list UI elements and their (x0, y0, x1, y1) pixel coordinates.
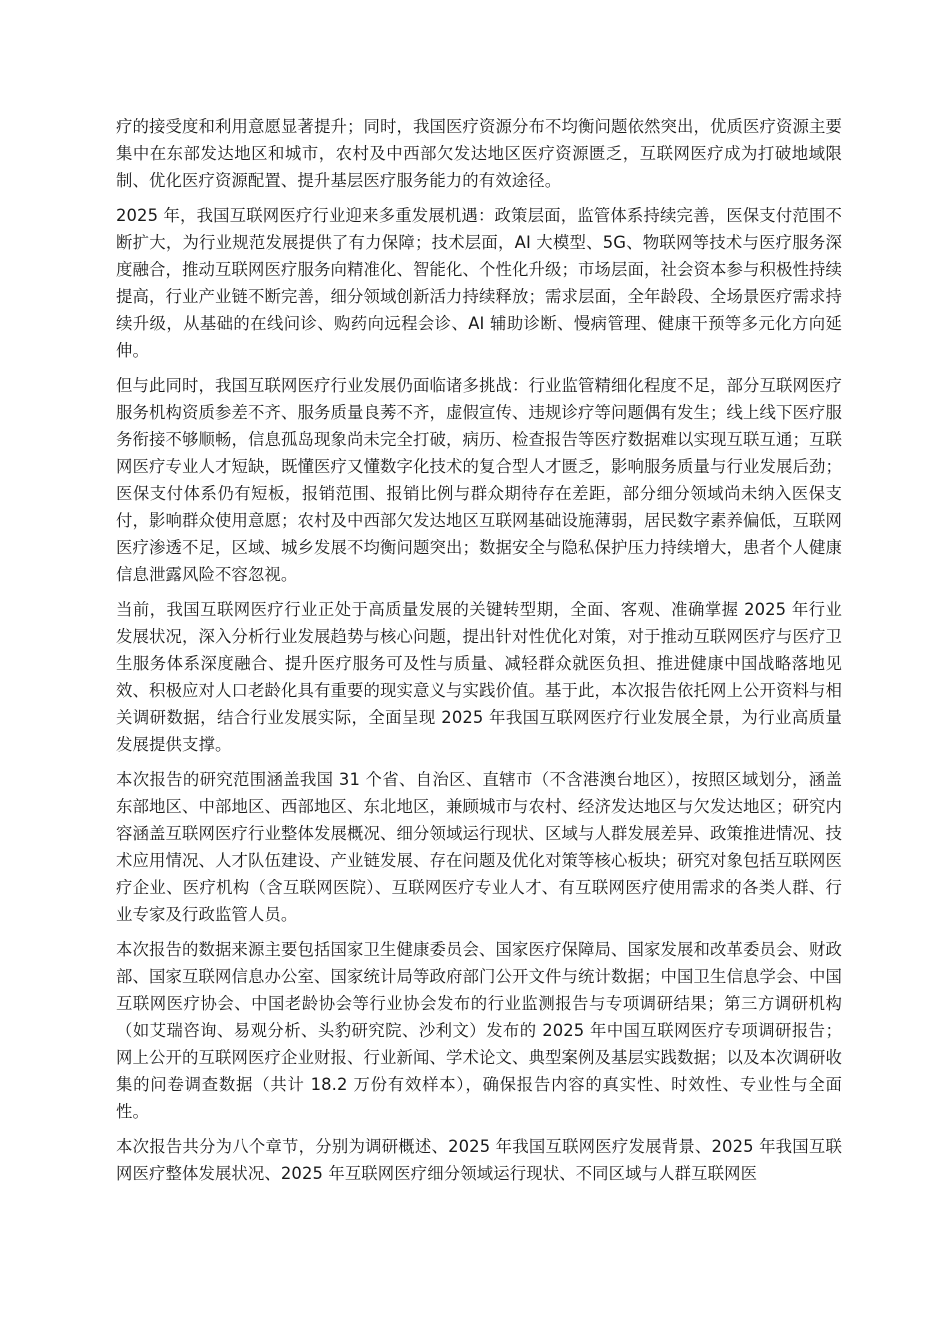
paragraph-1: 疗的接受度和利用意愿显著提升；同时，我国医疗资源分布不均衡问题依然突出，优质医疗资源主要集中在东部发达地区和城市，农村及中西部欠发达地区医疗资源匮乏，互联网医疗成为打破地域限制、优化医疗资源配置、提升基层医疗服务能力的有效途径。 (116, 117, 842, 190)
paragraph-6: 本次报告的数据来源主要包括国家卫生健康委员会、国家医疗保障局、国家发展和改革委员会、财政部、国家互联网信息办公室、国家统计局等政府部门公开文件与统计数据；中国卫生信息学会、中国互联网医疗协会、中国老龄协会等行业协会发布的行业监测报告与专项调研结果；第三方调研机构（如艾瑞咨询、易观分析、头豹研究院、沙利文）发布的 2025 年中国互联网医疗专项调研报告；网上公开的互联网医疗企业财报、行业新闻、学术论文、典型案例及基层实践数据；以及本次调研收集的问卷调查数据（共计 18.2 万份有效样本），确保报告内容的真实性、时效性、专业性与全面性。 (116, 940, 842, 1121)
paragraph-3: 但与此同时，我国互联网医疗行业发展仍面临诸多挑战：行业监管精细化程度不足，部分互联网医疗服务机构资质参差不齐、服务质量良莠不齐，虚假宣传、违规诊疗等问题偶有发生；线上线下医疗服务衔接不够顺畅，信息孤岛现象尚未完全打破，病历、检查报告等医疗数据难以实现互联互通；互联网医疗专业人才短缺，既懂医疗又懂数字化技术的复合型人才匮乏，影响服务质量与行业发展后劲；医保支付体系仍有短板，报销范围、报销比例与群众期待存在差距，部分细分领域尚未纳入医保支付，影响群众使用意愿；农村及中西部欠发达地区互联网基础设施薄弱，居民数字素养偏低，互联网医疗渗透不足，区域、城乡发展不均衡问题突出；数据安全与隐私保护压力持续增大，患者个人健康信息泄露风险不容忽视。 (116, 376, 842, 584)
paragraph-7: 本次报告共分为八个章节，分别为调研概述、2025 年我国互联网医疗发展背景、2025 年我国互联网医疗整体发展状况、2025 年互联网医疗细分领域运行现状、不同区域与人群互联网医 (116, 1137, 842, 1183)
paragraph-2: 2025 年，我国互联网医疗行业迎来多重发展机遇：政策层面，监管体系持续完善，医保支付范围不断扩大，为行业规范发展提供了有力保障；技术层面，AI 大模型、5G、物联网等技术与医疗服务深度融合，推动互联网医疗服务向精准化、智能化、个性化升级；市场层面，社会资本参与积极性持续提高，行业产业链不断完善，细分领域创新活力持续释放；需求层面，全年龄段、全场景医疗需求持续升级，从基础的在线问诊、购药向远程会诊、AI 辅助诊断、慢病管理、健康干预等多元化方向延伸。 (116, 206, 842, 360)
paragraph-5: 本次报告的研究范围涵盖我国 31 个省、自治区、直辖市（不含港澳台地区），按照区域划分，涵盖东部地区、中部地区、西部地区、东北地区，兼顾城市与农村、经济发达地区与欠发达地区；研究内容涵盖互联网医疗行业整体发展概况、细分领域运行现状、区域与人群发展差异、政策推进情况、技术应用情况、人才队伍建设、产业链发展、存在问题及优化对策等核心板块；研究对象包括互联网医疗企业、医疗机构（含互联网医院）、互联网医疗专业人才、有互联网医疗使用需求的各类人群、行业专家及行政监管人员。 (116, 770, 842, 924)
paragraph-4: 当前，我国互联网医疗行业正处于高质量发展的关键转型期，全面、客观、准确掌握 2025 年行业发展状况，深入分析行业发展趋势与核心问题，提出针对性优化对策，对于推动互联网医疗与医疗卫生服务体系深度融合、提升医疗服务可及性与质量、减轻群众就医负担、推进健康中国战略落地见效、积极应对人口老龄化具有重要的现实意义与实践价值。基于此，本次报告依托网上公开资料与相关调研数据，结合行业发展实际，全面呈现 2025 年我国互联网医疗行业发展全景，为行业高质量发展提供支撑。 (116, 600, 842, 754)
document-body (116, 113, 842, 1195)
